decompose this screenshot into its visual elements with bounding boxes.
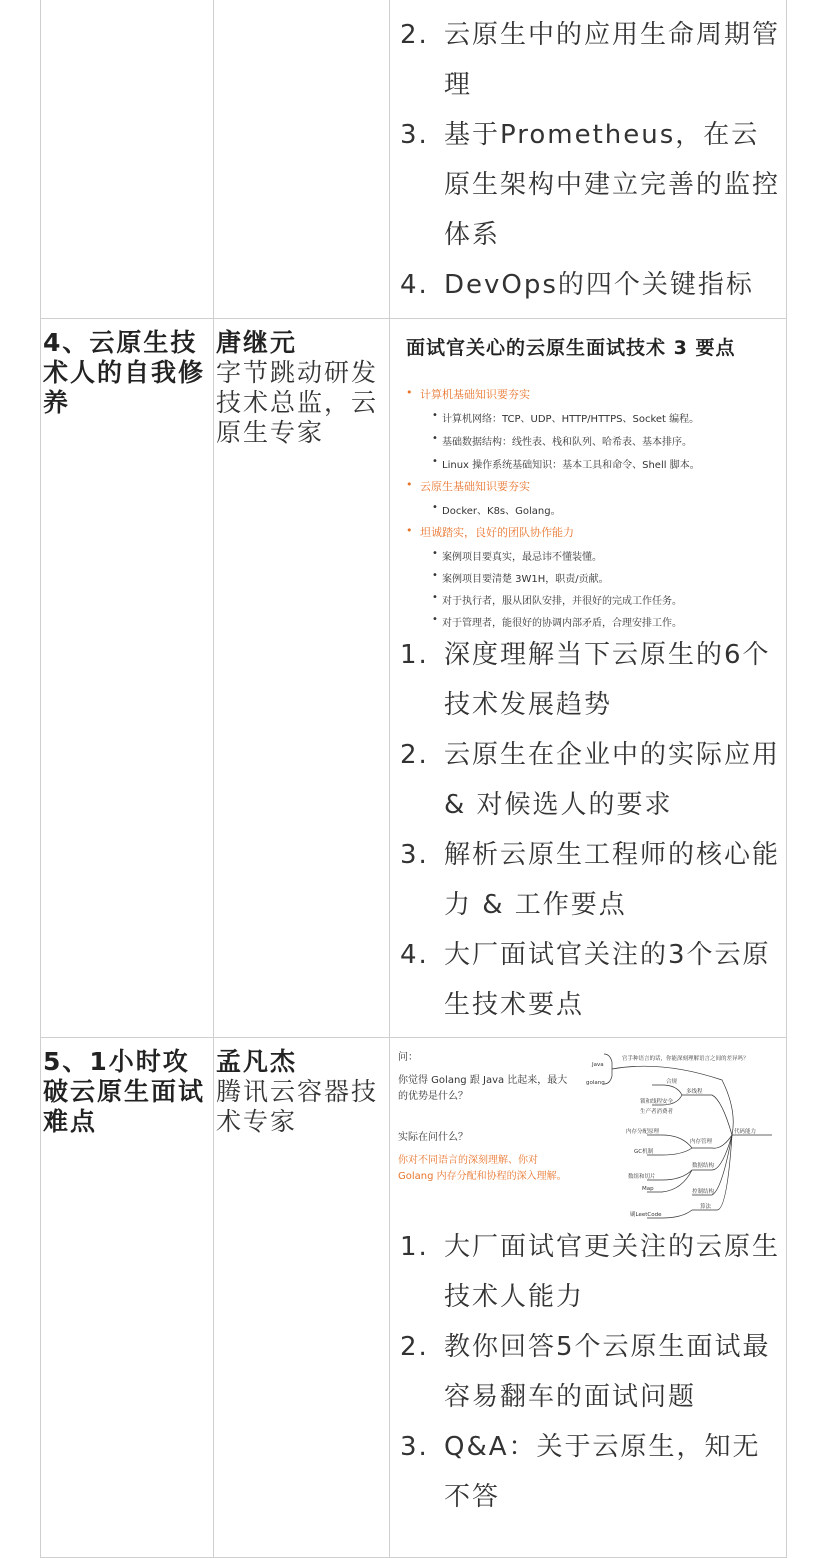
mind-node: 内存分配原理 xyxy=(626,1129,660,1135)
slide-image xyxy=(392,320,786,630)
row5-topics xyxy=(400,1222,786,1522)
speaker-role: 字节跳动研发技术总监，云原生专家 xyxy=(216,358,379,447)
list-item: 3. 解析云原生工程师的核心能力 & 工作要点 xyxy=(400,840,781,920)
list-item: 2. 教你回答5个云原生面试最容易翻车的面试问题 xyxy=(400,1332,771,1412)
prev-row-topics xyxy=(400,10,786,310)
speaker xyxy=(216,328,388,448)
mind-node: golang xyxy=(586,1080,605,1086)
mind-node: GC机制 xyxy=(634,1149,654,1155)
session-title: 5、1小时攻破云原生面试难点 xyxy=(43,1047,206,1136)
row-divider xyxy=(40,1037,787,1038)
mind-node: 数组和切片 xyxy=(628,1174,656,1180)
list-item: 2. 云原生中的应用生命周期管理 xyxy=(400,20,781,100)
grid-line xyxy=(786,0,787,1558)
speaker-role: 腾讯云容器技术专家 xyxy=(216,1077,379,1136)
list-item: 3. Q&A：关于云原生，知无不答 xyxy=(400,1432,761,1512)
speaker-name: 孟凡杰 xyxy=(216,1047,298,1076)
slide-section: • 云原生基础知识要夯实 xyxy=(420,478,530,494)
mind-root-node: 代码能力 xyxy=(734,1129,757,1135)
course-table xyxy=(40,0,787,1558)
grid-line xyxy=(213,0,214,1558)
slide-item: • 对于执行者，服从团队安排，并很好的完成工作任务。 xyxy=(442,592,682,607)
list-item: 4. 大厂面试官关注的3个云原生技术要点 xyxy=(400,940,771,1020)
slide-section: • 坦诚踏实，良好的团队协作能力 xyxy=(420,524,574,540)
session-title: 4、云原生技术人的自我修养 xyxy=(43,328,206,417)
slide-item: • 基础数据结构：线性表、栈和队列、哈希表、基本排序。 xyxy=(442,433,692,448)
slide-item: • 案例项目要清楚 3W1H，职责/贡献。 xyxy=(442,570,609,585)
row-divider xyxy=(40,318,787,319)
list-item: 4. DevOps的四个关键指标 xyxy=(400,270,754,300)
mind-node: 算法 xyxy=(700,1204,712,1210)
mind-node: Java xyxy=(592,1062,604,1068)
slide-item: • 对于管理者，能很好的协调内部矛盾，合理安排工作。 xyxy=(442,614,682,629)
list-item: 2. 云原生在企业中的实际应用 & 对候选人的要求 xyxy=(400,740,781,820)
list-item: 1. 大厂面试官更关注的云原生技术人能力 xyxy=(400,1232,781,1312)
slide-question-label: 问： xyxy=(398,1052,418,1063)
slide-item: • 案例项目要真实，最忌讳不懂装懂。 xyxy=(442,548,602,563)
slide-answer: Golang 内存分配和协程的深入理解。 xyxy=(398,1171,567,1182)
row4-topics xyxy=(400,630,786,1030)
mind-top-node: 官手种语言的话，你能深刻理解语言之间的差异吗？ xyxy=(622,1056,749,1062)
slide-question: 你觉得 Golang 跟 Java 比起来，最大 xyxy=(398,1075,568,1086)
mind-node: 数据结构 xyxy=(692,1163,715,1169)
mind-map xyxy=(582,1040,782,1220)
grid-line xyxy=(389,0,390,1558)
mind-node: 内存管理 xyxy=(690,1139,713,1145)
slide-item: • Docker、K8s、Golang。 xyxy=(442,502,561,517)
grid-line xyxy=(40,0,41,1558)
list-item: 1. 深度理解当下云原生的6个技术发展趋势 xyxy=(400,640,771,720)
slide-subheading: 实际在问什么？ xyxy=(398,1132,468,1143)
mind-node: 生产者消费者 xyxy=(640,1109,674,1115)
mind-node: 多线程 xyxy=(686,1089,703,1095)
mind-node: Map xyxy=(642,1186,654,1192)
slide-heading: 面试官关心的云原生面试技术 3 要点 xyxy=(406,337,736,359)
slide-item: • Linux 操作系统基础知识：基本工具和命令、Shell 脚本。 xyxy=(442,456,700,471)
mind-node: 锁和线程安全 xyxy=(640,1099,674,1105)
mind-node: 合规 xyxy=(666,1079,678,1085)
mind-node: 刷LeetCode xyxy=(630,1212,662,1218)
speaker xyxy=(216,1047,388,1137)
slide-answer: 你对不同语言的深刻理解、你对 xyxy=(398,1155,538,1166)
slide-section: • 计算机基础知识要夯实 xyxy=(420,386,530,402)
slide-question: 的优势是什么？ xyxy=(398,1091,468,1102)
mind-node: 控制结构 xyxy=(692,1189,715,1195)
list-item: 3. 基于Prometheus，在云原生架构中建立完善的监控体系 xyxy=(400,120,781,250)
speaker-name: 唐继元 xyxy=(216,328,298,357)
slide-image xyxy=(392,1040,786,1220)
slide-item: • 计算机网络：TCP、UDP、HTTP/HTTPS、Socket 编程。 xyxy=(442,410,699,425)
